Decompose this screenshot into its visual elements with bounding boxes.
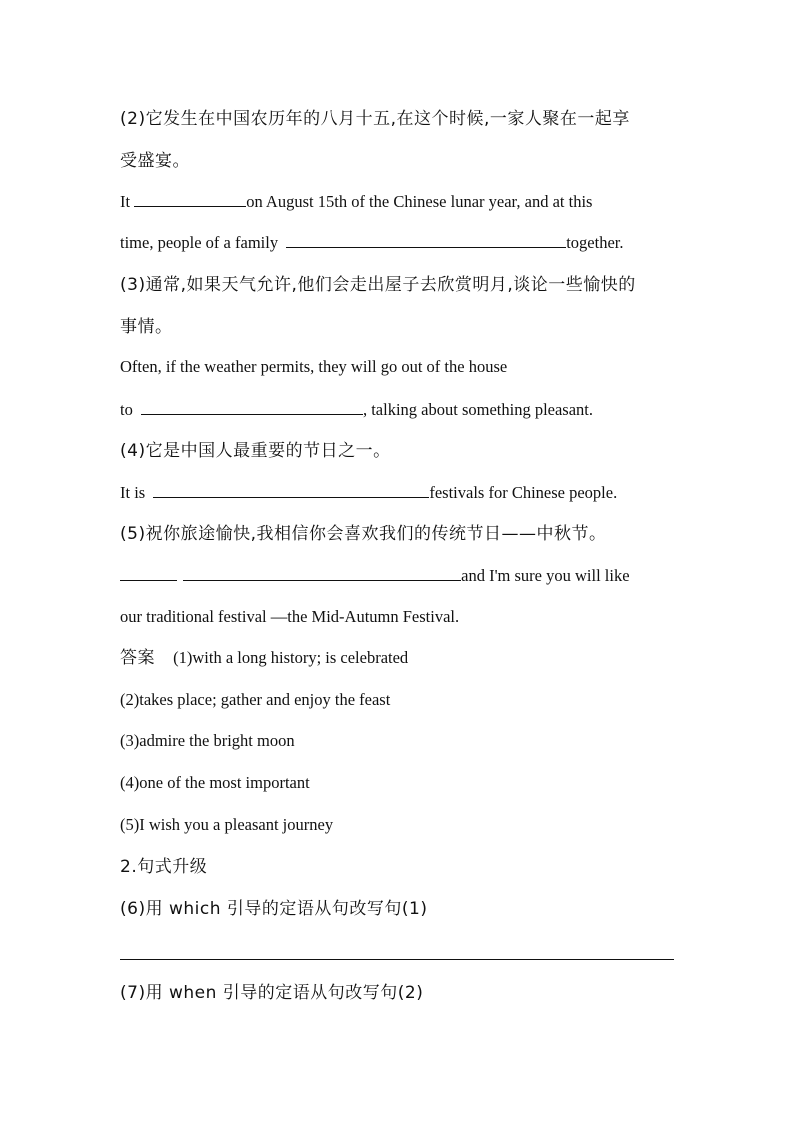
q2-en-suffix2: together.: [566, 233, 624, 252]
q4-english: [120, 481, 617, 504]
q6-prompt: (6)用 which 引导的定语从句改写句(1): [120, 899, 428, 919]
answer-blank[interactable]: [141, 398, 363, 415]
q3-en-prefix: to: [120, 400, 133, 419]
answer-label: 答案: [120, 648, 155, 668]
q2-en-suffix: on August 15th of the Chinese lunar year, and at this: [246, 192, 593, 211]
answer-blank[interactable]: [134, 190, 246, 207]
q4-chinese: (4)它是中国人最重要的节日之一。: [120, 441, 391, 461]
q3-en-suffix: , talking about something pleasant.: [362, 400, 594, 419]
q3-english-line1: Often, if the weather permits, they will go out of the house: [120, 357, 508, 376]
answer-block-line1: [120, 647, 408, 669]
answer-blank[interactable]: [183, 564, 461, 581]
q2-en-prefix2: time, people of a family: [120, 233, 279, 252]
answer-5: (5)I wish you a pleasant journey: [120, 815, 334, 834]
q4-en-prefix: It is: [120, 483, 146, 502]
q2-chinese-line1: (2)它发生在中国农历年的八月十五,在这个时候,一家人聚在一起享: [120, 109, 630, 129]
q5-english-line2: our traditional festival —the Mid-Autumn Festival.: [120, 607, 460, 626]
q4-en-suffix: festivals for Chinese people.: [429, 483, 618, 502]
answer-3: (3)admire the bright moon: [120, 731, 295, 750]
answer-line[interactable]: [120, 959, 674, 960]
answer-blank[interactable]: [153, 481, 429, 498]
q3-chinese-line2: 事情。: [120, 317, 173, 337]
answer-2: (2)takes place; gather and enjoy the feast: [120, 690, 391, 709]
answer-blank[interactable]: [286, 231, 566, 248]
q5-chinese: (5)祝你旅途愉快,我相信你会喜欢我们的传统节日——中秋节。: [120, 524, 607, 544]
section-title: 2.句式升级: [120, 857, 208, 877]
answer-4: (4)one of the most important: [120, 773, 310, 792]
q2-english-line1: [120, 190, 592, 213]
answer-1: (1)with a long history; is celebrated: [173, 648, 409, 667]
q5-english-line1: [120, 564, 630, 587]
answer-blank[interactable]: [120, 564, 177, 581]
q3-english-line2: [120, 398, 593, 421]
q5-en-suffix: and I'm sure you will like: [461, 566, 630, 585]
q2-en-prefix: It: [120, 192, 131, 211]
q2-english-line2: [120, 231, 623, 254]
q2-chinese-line2: 受盛宴。: [120, 151, 190, 171]
q7-prompt: (7)用 when 引导的定语从句改写句(2): [120, 983, 424, 1003]
q3-chinese-line1: (3)通常,如果天气允许,他们会走出屋子去欣赏明月,谈论一些愉快的: [120, 275, 636, 295]
